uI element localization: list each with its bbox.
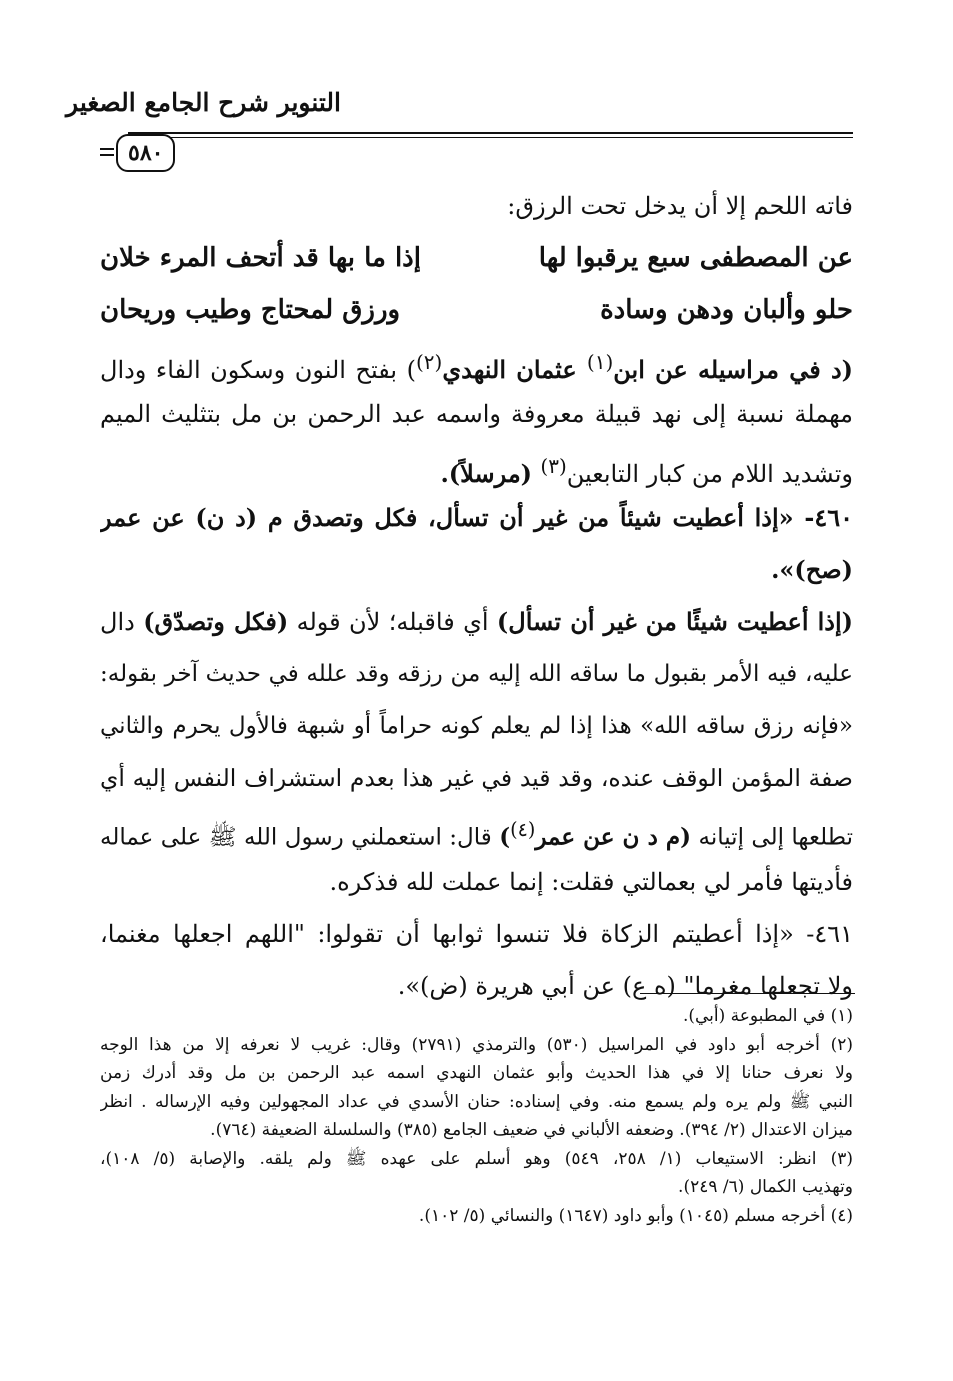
commentary: أي فاقبله؛ لأن قوله [288, 608, 497, 636]
header-rule [128, 132, 853, 134]
poem-verse [100, 284, 853, 336]
footnote-ref: (٢) [415, 350, 443, 374]
footnote: النبي ﷺ ولم يره ولم يسمع منه. وفي إسناده: حنان الأسدي في عداد المجهولين وفيه الإرساله . انظر [100, 1091, 853, 1112]
hadith-460-line: (صح)». [771, 555, 853, 584]
text-line [100, 336, 853, 388]
poem-hemistich-right: عن المصطفى سبع يرقبوا لها [538, 243, 853, 273]
commentary: ) بفتح النون وسكون الفاء ودال [100, 356, 416, 384]
poem-verse [100, 232, 853, 284]
text-line [100, 804, 853, 856]
text-line: فاته اللحم إلا أن يدخل تحت الرزق: [507, 192, 853, 220]
narrator-name: عثمان النهدي [442, 355, 587, 384]
footnote-ref: (١) [586, 350, 614, 374]
footnote: وتهذيب الكمال (٦/ ٢٤٩). [678, 1177, 853, 1197]
footnote-separator [640, 993, 855, 994]
hadith-461-line: ٤٦١- «إذا أعطيتم الزكاة فلا تنسوا ثوابها أن تقولوا: "اللهم اجعلها مغنما، [100, 920, 853, 948]
commentary: قال: استعملني رسول الله ﷺ على عماله [100, 824, 500, 851]
footnote-ref: (٣) [540, 454, 567, 478]
running-header-title: التنوير شرح الجامع الصغير [66, 88, 341, 117]
header-rule-thin [128, 137, 853, 138]
source-citation: (م د ن عن عمر [535, 823, 692, 851]
commentary: تطلعها إلى إتيانه [691, 824, 853, 851]
hadith-461-line: ولا تجعلها مغرما" (ه ع) عن أبي هريرة (ض)». [397, 972, 853, 1000]
poem-hemistich-left: ورزق لمحتاج وطيب وريحان [100, 295, 401, 325]
quoted-matn: (إذا أعطيت شيئًا من غير أن تسأل) [496, 607, 853, 636]
text-line: عليه، فيه الأمر بقبول ما ساقه الله إليه من رزقه وقد علله في حديث آخر بقوله: [100, 661, 853, 687]
grading: (مرسلاً). [440, 459, 541, 488]
commentary: وتشديد اللام من كبار التابعين [566, 460, 853, 488]
footnote: (٣) انظر: الاستيعاب (١/ ٢٥٨، ٥٤٩) وهو أسلم على عهده ﷺ ولم يلقه. والإصابة (٥/ ١٠٨)، [100, 1148, 853, 1169]
text-line [100, 440, 853, 492]
text-line: فأديتها فأمر لي بعمالتي فقلت: إنما عملت لله فذكره. [329, 868, 853, 896]
commentary: دال [100, 608, 144, 636]
quoted-matn: (فكل وتصدّق) [143, 607, 289, 636]
text-line [100, 596, 853, 648]
footnote: ولا نعرف حنانا إلا في هذا الحديث وأبو عثمان النهدي اسمه عبد الرحمن بن مل وقد أدرك زمن [100, 1063, 853, 1083]
footnote: (٤) أخرجه مسلم (١٠٤٥) وأبو داود (١٦٤٧) والنسائي (٥/ ١٠٢). [418, 1205, 853, 1226]
page-number [100, 134, 175, 172]
footnote: (١) في المطبوعة (أبي). [682, 1006, 853, 1026]
footnotes [100, 1002, 853, 1230]
text-line: مهملة نسبة إلى نهد قبيلة معروفة واسمه عبد الرحمن بن مل بتثليث الميم [100, 400, 853, 428]
footnote: (٢) أخرجه أبو داود في المراسيل (٥٣٠) والترمذي (٢٧٩١) وقال: غريب لا نعرفه إلا من هذا الوجه [100, 1034, 853, 1055]
page-number-ornament [100, 144, 114, 160]
text-line: «فإنه رزق ساقه الله» هذا إذا لم يعلم كونه حراماً أو شبهة فالأول يحرم والثاني [100, 713, 853, 739]
page-number-box: ٥٨٠ [116, 134, 175, 172]
footnote: ميزان الاعتدال (٢/ ٣٩٤). وضعفه الألباني في ضعيف الجامع (٣٨٥) والسلسلة الضعيفة (٧٦٤). [210, 1120, 853, 1140]
poem-hemistich-left: إذا ما بها قد أتحف المرء خلان [100, 243, 421, 273]
footnote-ref: (٤) [510, 818, 536, 841]
source-citation-close: ) [499, 823, 511, 851]
hadith-460-line: ٤٦٠- «إذا أعطيت شيئاً من غير أن تسأل، فكل وتصدق م (د ن) عن عمر [100, 503, 853, 532]
text-line: صفة المؤمن الوقف عنده، وقد قيد في غير هذا بعدم استشراف النفس إليه أي [100, 764, 853, 792]
poem-hemistich-right: حلو وألبان ودهن وسادة [600, 295, 853, 325]
main-text [100, 180, 853, 1012]
source-citation: (د في مراسيله عن ابن [613, 355, 853, 384]
